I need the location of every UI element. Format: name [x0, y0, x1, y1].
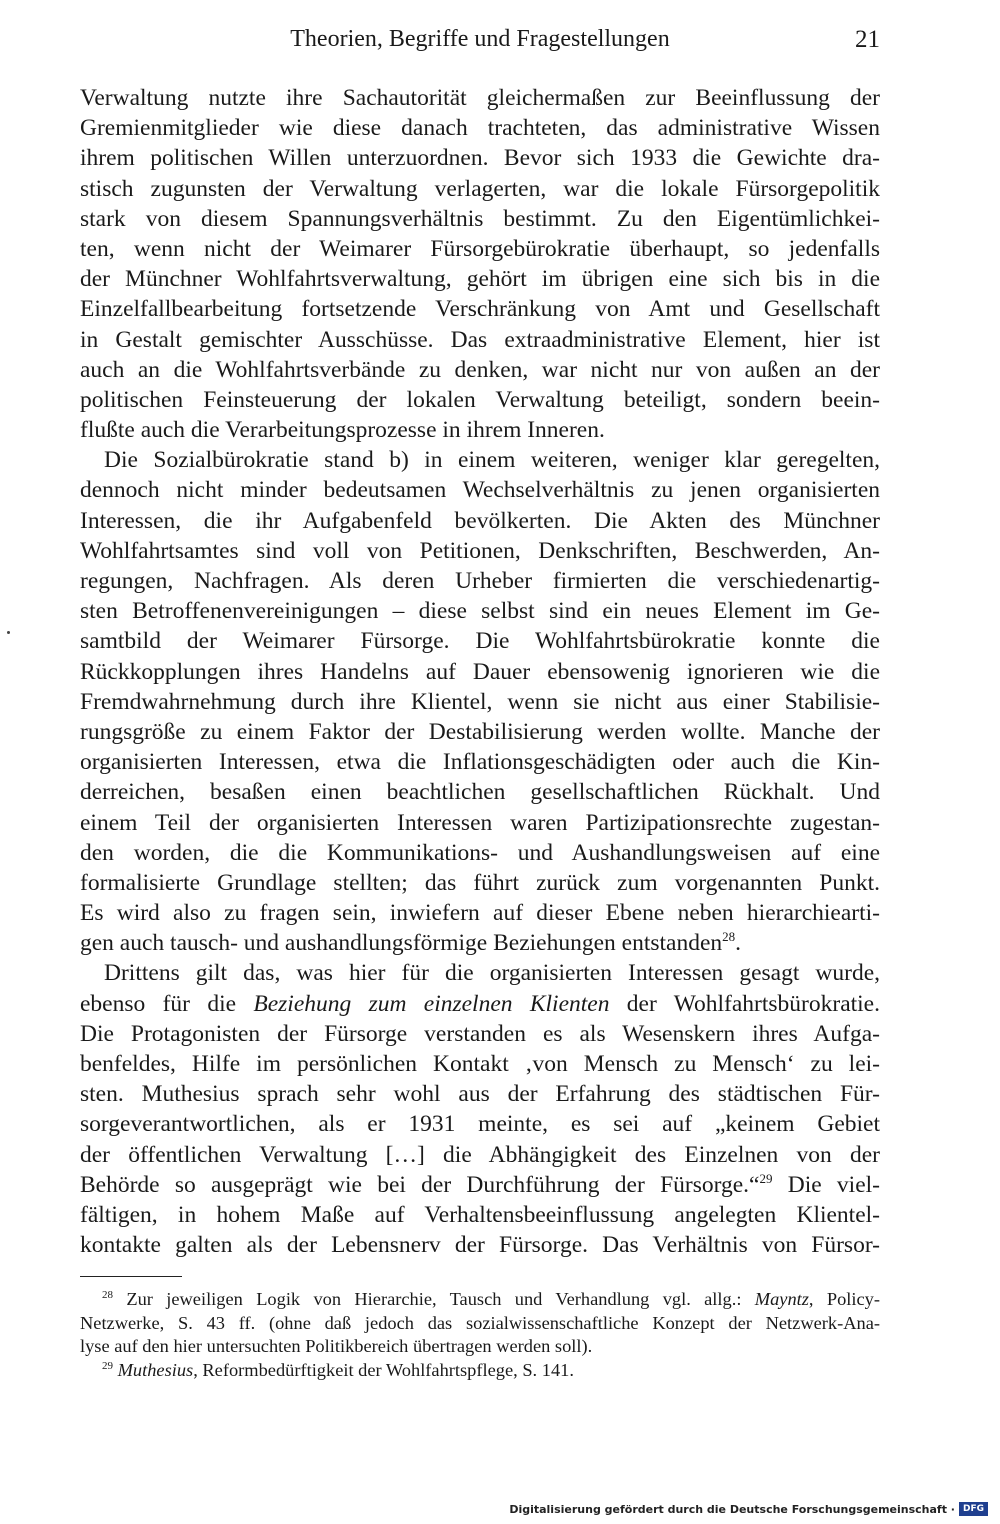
author-name: Muthesius — [117, 1359, 194, 1380]
dfg-logo-icon: DFG — [959, 1502, 988, 1516]
text-line: Fremdwahrnehmung durch ihre Klientel, wenn sie nicht aus einer Stabilisie- — [80, 688, 880, 715]
text-line: Es wird also zu fragen sein, inwiefern auf dieser Ebene neben hierarchiearti- — [80, 900, 880, 927]
text-line: derreichen, besaßen einen beachtlichen gesellschaftlichen Rückhalt. Und — [80, 779, 880, 806]
text-line: der öffentlichen Verwaltung […] die Abhängigkeit des Einzelnen von der — [80, 1141, 880, 1168]
text-line: benfeldes, Hilfe im persönlichen Kontakt ‚von Mensch zu Mensch‘ zu lei- — [80, 1051, 880, 1077]
text-line: einem Teil der organisierten Interessen waren Partizipationsrechte zugestan- — [80, 809, 880, 836]
footnotes — [80, 1288, 880, 1382]
text-line: sten. Muthesius sprach sehr wohl aus der Erfahrung des städtischen Für- — [80, 1081, 880, 1108]
text-line: sten Betroffenenvereinigungen – diese selbst sind ein neues Element im Ge- — [80, 598, 880, 625]
text-line: ihrem politischen Willen unterzuordnen. Bevor sich 1933 die Gewichte dra- — [80, 145, 880, 172]
text-line: dennoch nicht minder bedeutsamen Wechselverhältnis zu jenen organisierten — [80, 477, 880, 504]
text-line: kontakte galten als der Lebensnerv der Fürsorge. Das Verhältnis von Fürsor- — [80, 1232, 880, 1259]
credit-text: Digitalisierung gefördert durch die Deutsche Forschungsgemeinschaft · — [509, 1502, 955, 1516]
author-name: Mayntz — [754, 1289, 809, 1309]
text-line: stisch zugunsten der Verwaltung verlagerten, war die lokale Fürsorgepolitik — [80, 175, 880, 202]
footnote-29 — [80, 1359, 880, 1383]
text-line: Wohlfahrtsamtes sind voll von Petitionen, Denkschriften, Beschwerden, An- — [80, 537, 880, 564]
footnote-line: Netzwerke, S. 43 ff. (ohne daß jedoch das sozialwissenschaftliche Konzept der Netzwerk-Ana- — [80, 1312, 880, 1333]
text-line: Die Protagonisten der Fürsorge verstanden es als Wesenskern ihres Aufga- — [80, 1020, 880, 1047]
footnote-text: , Reformbedürftigkeit der Wohlfahrtspflege, S. 141. — [193, 1359, 574, 1380]
scan-speck — [7, 631, 10, 634]
text-line: in Gestalt gemischter Ausschüsse. Das extraadministrative Element, hier ist — [80, 326, 880, 353]
text-line: sorgeverantwortlichen, als er 1931 meinte, es sei auf „keinem Gebiet — [80, 1111, 880, 1138]
text-run: Die viel- — [772, 1171, 880, 1198]
text-run: der Wohlfahrtsbürokratie. — [609, 990, 880, 1017]
running-header — [80, 26, 880, 60]
text-line: Verwaltung nutzte ihre Sachautorität gleichermaßen zur Beeinflussung der — [80, 85, 880, 111]
footnote-number: 29 — [102, 1359, 113, 1372]
text-line — [80, 989, 880, 1019]
text-line: organisierten Interessen, etwa die Inflationsgeschädigten oder auch die Kin- — [80, 749, 880, 776]
text-line: Rückkopplungen ihres Handelns auf Dauer ebensowenig ignorieren wie die — [80, 658, 880, 685]
footnote-text: , Policy- — [808, 1289, 880, 1309]
footnote-line: lyse auf den hier untersuchten Politikbereich übertragen werden soll). — [80, 1336, 593, 1356]
text-line: auch an die Wohlfahrtsverbände zu denken, war nicht nur von außen an der — [80, 356, 880, 383]
text-line: politischen Feinsteuerung der lokalen Verwaltung beteiligt, sondern beein- — [80, 386, 880, 413]
page-number: 21 — [855, 26, 880, 53]
text-run: ebenso für die — [80, 990, 254, 1017]
footnote-ref-29[interactable]: 29 — [759, 1170, 773, 1186]
text-line: Die Sozialbürokratie stand b) in einem weiteren, weniger klar geregelten, — [104, 447, 880, 474]
header-title: Theorien, Begriffe und Fragestellungen — [290, 26, 670, 52]
text-line: fältigen, in hohem Maße auf Verhaltensbeeinflussung angelegten Klientel- — [80, 1201, 880, 1228]
footnote-text: Zur jeweiligen Logik von Hierarchie, Tausch und Verhandlung vgl. allg.: — [113, 1289, 755, 1309]
text-run: Behörde so ausgeprägt wie bei der Durchführung der Fürsorge.“ — [80, 1171, 760, 1198]
text-line: Einzelfallbearbeitung fortsetzende Verschränkung von Amt und Gesellschaft — [80, 296, 880, 323]
text-line: gen auch tausch- und aushandlungsförmige Beziehungen entstanden$^{28}$. — [80, 929, 742, 957]
digitization-credit — [509, 1502, 988, 1516]
text-line: regungen, Nachfragen. Als deren Urheber firmierten die verschiedenartig- — [80, 568, 880, 594]
footnote-28 — [80, 1288, 880, 1312]
text-line: stark von diesem Spannungsverhältnis bestimmt. Zu den Eigentümlichkei- — [80, 205, 880, 232]
text-line: den worden, die die Kommunikations- und Aushandlungsweisen auf eine — [80, 839, 880, 866]
text-line: formalisierte Grundlage stellten; das führt zurück zum vorgenannten Punkt. — [80, 869, 880, 896]
body-text — [80, 83, 880, 1260]
text-line: rungsgröße zu einem Faktor der Destabilisierung werden wollte. Manche der — [80, 718, 880, 745]
footnote-ref-28[interactable]: 28 — [722, 929, 736, 945]
text-line: der Münchner Wohlfahrtsverwaltung, gehört im übrigen eine sich bis in die — [80, 266, 880, 293]
text-run: gen auch tausch- und aushandlungsförmige Beziehungen entstanden — [80, 930, 723, 957]
text-line — [80, 1170, 880, 1200]
text-line: flußte auch die Verarbeitungsprozesse in ihrem Inneren. — [80, 417, 605, 444]
footnote-divider — [80, 1276, 182, 1277]
footnote-number: 28 — [102, 1289, 113, 1301]
text-line: Drittens gilt das, was hier für die organisierten Interessen gesagt wurde, — [104, 960, 880, 987]
text-line: ten, wenn nicht der Weimarer Fürsorgebürokratie überhaupt, so jedenfalls — [80, 235, 880, 262]
text-line: Interessen, die ihr Aufgabenfeld bevölkerten. Die Akten des Münchner — [80, 507, 880, 534]
text-line: samtbild der Weimarer Fürsorge. Die Wohlfahrtsbürokratie konnte die — [80, 628, 880, 655]
text-line: Gremienmitglieder wie diese danach trachteten, das administrative Wissen — [80, 115, 880, 142]
emphasis-text: Beziehung zum einzelnen Klienten — [253, 990, 610, 1017]
